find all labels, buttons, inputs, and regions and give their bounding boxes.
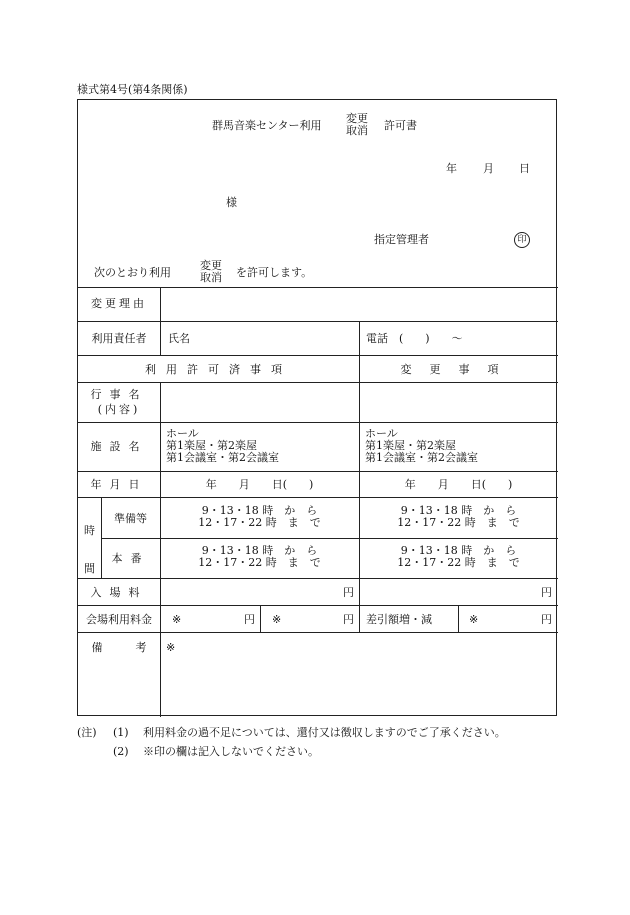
fee-yen-3: 円 [541,613,552,626]
admission-label: 入場料 [90,586,148,599]
prep-label: 準備等 [114,512,147,525]
fee-yen-2: 円 [343,613,354,626]
title-option-cancel: 取消 [346,124,368,137]
form-label: 様式第4号(第4条関係) [77,83,188,96]
intro-suffix: を許可します。 [236,266,313,279]
note-2-text: ※印の欄は記入しないでください。 [143,745,319,758]
facility-item: 第1会議室・第2会議室 [365,451,478,464]
time-from: 9・13・18 時 か ら [400,544,517,557]
intro-option-cancel: 取消 [200,271,222,284]
fee-mark-3: ※ [469,613,479,626]
intro-options [200,260,222,284]
facility-list-change [365,428,478,464]
diff-label: 差引額増・減 [366,613,432,626]
permitted-header: 利用許可済事項 [145,363,292,376]
title-options [346,113,368,137]
facility-item: 第1楽屋・第2楽屋 [365,439,456,452]
facility-item: ホール [166,427,199,440]
admission-yen-change: 円 [541,586,552,599]
manager-label: 指定管理者 [374,233,429,246]
title-option-change: 変更 [346,112,368,125]
remarks-mark: ※ [166,641,176,654]
prep-time-permitted [160,505,359,529]
main-time-change [359,545,558,569]
note-1-text: 利用料金の過不足については、還付又は徴収しますのでご了承ください。 [143,726,506,739]
facility-item: ホール [365,427,398,440]
event-label: 行事名 [90,388,148,401]
fee-yen-1: 円 [244,613,255,626]
form-title: 群馬音楽センター利用 [212,119,322,132]
time-to: 12・17・22 時 ま で [198,516,321,529]
time-label-text: 時間 [84,524,95,575]
date-year: 年 [446,162,457,175]
facility-list-permitted [166,428,279,464]
main-time-permitted [160,545,359,569]
title-suffix: 許可書 [384,119,417,132]
fee-mark-2: ※ [272,613,282,626]
time-label [78,512,101,588]
time-from: 9・13・18 時 か ら [201,544,318,557]
note-2-num: (2) [113,745,129,758]
date-day: 日 [519,162,530,175]
prep-time-change [359,505,558,529]
permit-form [77,99,557,716]
time-to: 12・17・22 時 ま で [198,556,321,569]
fee-label: 会場利用料金 [86,613,152,626]
facility-item: 第1会議室・第2会議室 [166,451,279,464]
responsible-label: 利用責任者 [91,332,147,345]
time-to: 12・17・22 時 ま で [397,556,520,569]
remarks-label: 備 考 [91,641,147,654]
fee-mark-1: ※ [172,613,182,626]
phone-label: 電話 ( ) 〜 [366,332,463,345]
date-label: 年月日 [90,478,148,491]
name-label: 氏名 [168,332,190,345]
addressee: 様 [226,196,237,209]
main-label: 本番 [111,552,150,565]
time-from: 9・13・18 時 か ら [400,504,517,517]
time-from: 9・13・18 時 か ら [201,504,318,517]
change-header: 変更事項 [400,363,517,376]
seal-mark: 印 [514,232,530,248]
notes-prefix: (注) [77,726,97,739]
change-reason-label: 変更理由 [91,297,147,310]
date-month: 月 [483,162,494,175]
admission-yen-permitted: 円 [343,586,354,599]
facility-label: 施設名 [90,440,148,453]
facility-item: 第1楽屋・第2楽屋 [166,439,257,452]
intro-prefix: 次のとおり利用 [94,266,171,279]
date-value-change: 年 月 日( ) [404,478,513,491]
note-1-num: (1) [113,726,129,739]
time-to: 12・17・22 時 ま で [397,516,520,529]
event-sub-label: (内容) [97,403,141,416]
intro-option-change: 変更 [200,259,222,272]
date-value-permitted: 年 月 日( ) [205,478,314,491]
